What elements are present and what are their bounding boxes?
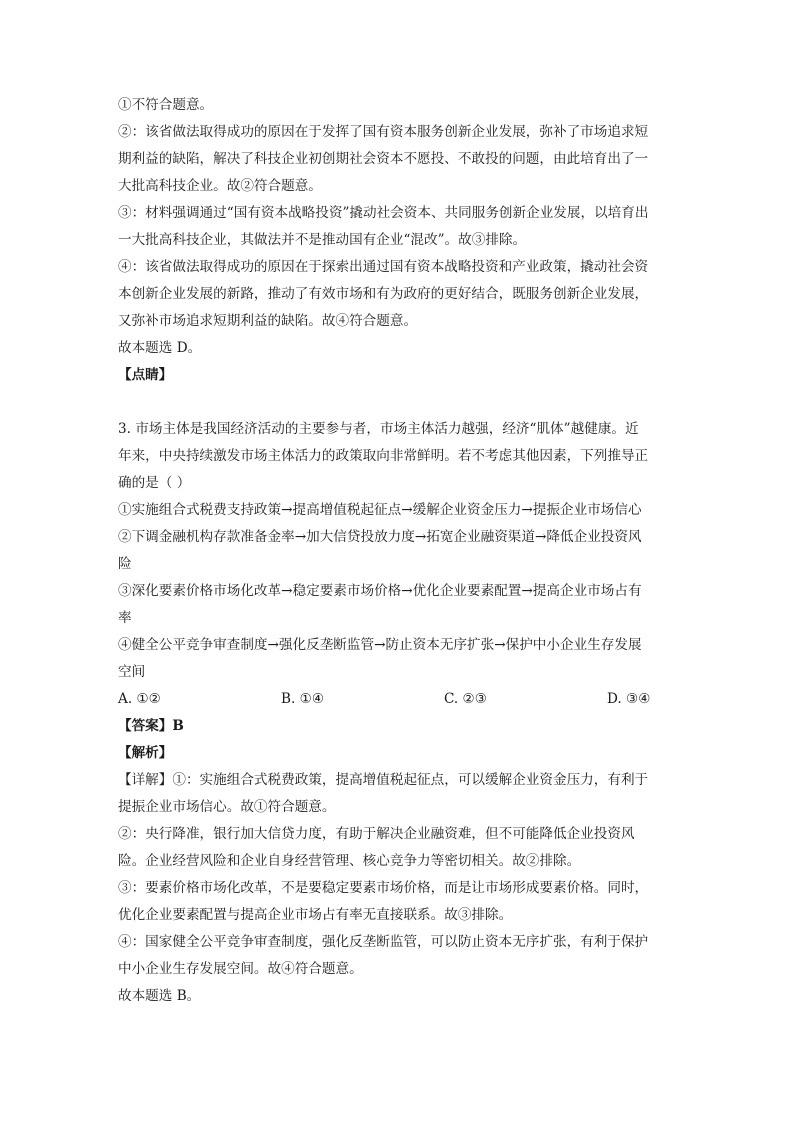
question-stem-line: 年来，中央持续激发市场主体活力的政策取向非常鲜明。若不考虑其他因素，下列推导正 xyxy=(118,448,649,464)
blank-line xyxy=(118,389,674,416)
option-b: B. ①④ xyxy=(281,691,325,707)
reasoning-chain-line: ②下调金融机构存款准备金率→加大信贷投放力度→拓宽企业融资渠道→降低企业投资风 xyxy=(118,529,642,545)
detail-line: ③：要素价格市场化改革，不是要稳定要素市场价格，而是让市场形成要素价格。同时， xyxy=(118,880,649,896)
analysis-line: ③：材料强调通过“国有资本战略投资”撬动社会资本、共同服务创新企业发展，以培育出 xyxy=(118,205,649,221)
analysis-line: 又弥补市场追求短期利益的缺陷。故④符合题意。 xyxy=(118,313,418,329)
conclusion-line: 故本题选 D。 xyxy=(118,340,202,356)
option-a: A. ①② xyxy=(118,691,161,707)
detail-line: 中小企业生存发展空间。故④符合题意。 xyxy=(118,961,363,977)
conclusion-line: 故本题选 B。 xyxy=(118,988,201,1004)
reasoning-chain-line: 险 xyxy=(118,556,132,572)
reasoning-chain-line: 率 xyxy=(118,610,132,626)
option-c: C. ②③ xyxy=(444,691,487,707)
detail-line: ②：央行降准，银行加大信贷力度，有助于解决企业融资难，但不可能降低企业投资风 xyxy=(118,826,635,842)
analysis-heading: 【解析】 xyxy=(118,745,173,761)
analysis-line: 一大批高科技企业，其做法并不是推动国有企业“混改”。故③排除。 xyxy=(118,232,527,248)
previous-question-analysis xyxy=(118,92,674,389)
answer-options xyxy=(118,686,674,713)
analysis-line: 本创新企业发展的新路，推动了有效市场和有为政府的更好结合，既服务创新企业发展， xyxy=(118,286,649,302)
question-stem-line: 确的是（ ） xyxy=(118,475,191,491)
analysis-line: ④：该省做法取得成功的原因在于探索出通过国有资本战略投资和产业政策，撬动社会资 xyxy=(118,259,649,275)
answer-heading: 【答案】B xyxy=(118,718,184,734)
option-d: D. ③④ xyxy=(607,691,651,707)
analysis-line: 大批高科技企业。故②符合题意。 xyxy=(118,178,322,194)
reasoning-chain-line: ③深化要素价格市场化改革→稳定要素市场价格→优化企业要素配置→提高企业市场占有 xyxy=(118,583,642,599)
reasoning-chain-line: ①实施组合式税费支持政策→提高增值税起征点→缓解企业资金压力→提振企业市场信心 xyxy=(118,502,642,518)
detail-line: 优化企业要素配置与提高企业市场占有率无直接联系。故③排除。 xyxy=(118,907,513,923)
dianjing-heading: 【点睛】 xyxy=(118,367,173,383)
detail-line: 提振企业市场信心。故①符合题意。 xyxy=(118,799,336,815)
question-stem-line: 3. 市场主体是我国经济活动的主要参与者，市场主体活力越强，经济“肌体”越健康。近 xyxy=(118,421,639,437)
question-3 xyxy=(118,416,674,1010)
analysis-line: ②：该省做法取得成功的原因在于发挥了国有资本服务创新企业发展，弥补了市场追求短 xyxy=(118,124,649,140)
analysis-line: 期利益的缺陷，解决了科技企业初创期社会资本不愿投、不敢投的问题，由此培育出了一 xyxy=(118,151,649,167)
reasoning-chain-line: 空间 xyxy=(118,664,146,680)
detail-line: 【详解】①：实施组合式税费政策，提高增值税起征点，可以缓解企业资金压力，有利于 xyxy=(118,772,649,788)
detail-line: ④：国家健全公平竞争审查制度，强化反垄断监管，可以防止资本无序扩张，有利于保护 xyxy=(118,934,649,950)
document-page xyxy=(118,92,674,1010)
reasoning-chain-line: ④健全公平竞争审查制度→强化反垄断监管→防止资本无序扩张→保护中小企业生存发展 xyxy=(118,637,642,653)
analysis-line: ①不符合题意。 xyxy=(118,97,214,113)
detail-line: 险。企业经营风险和企业自身经营管理、核心竞争力等密切相关。故②排除。 xyxy=(118,853,581,869)
